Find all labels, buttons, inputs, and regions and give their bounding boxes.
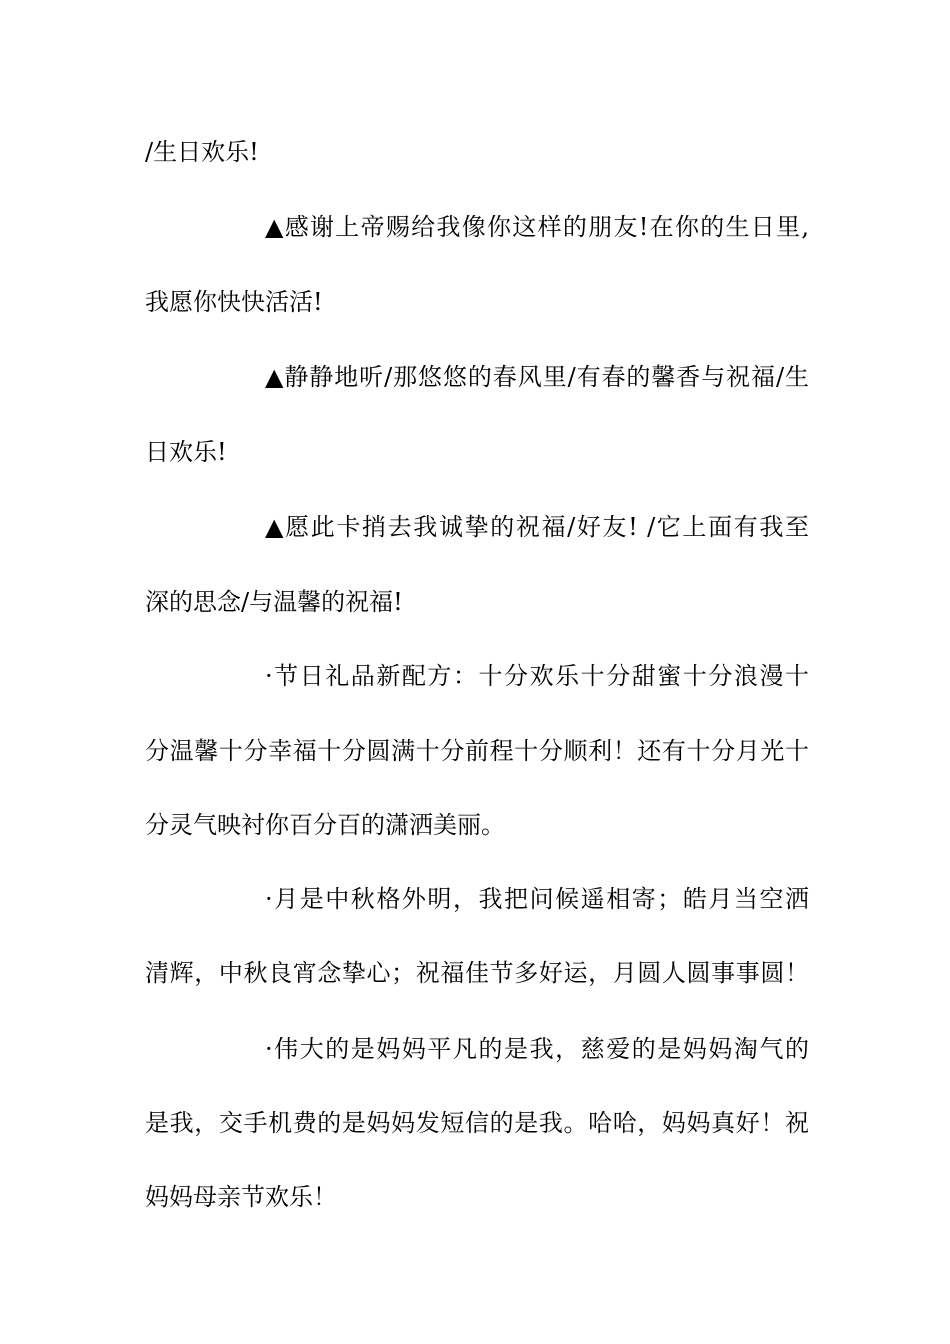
- text-line: 妈妈母亲节欢乐！: [145, 1183, 337, 1211]
- text-line: ▲感谢上帝赐给我像你这样的朋友!在你的生日里,: [265, 213, 809, 241]
- text-line: 是我，交手机费的是妈妈发短信的是我。哈哈，妈妈真好！祝: [145, 1109, 809, 1137]
- text-line: 清辉，中秋良宵念挚心；祝福佳节多好运，月圆人圆事事圆！: [145, 959, 809, 987]
- text-line: 我愿你快快活活!: [145, 288, 323, 316]
- text-line: ▲愿此卡捎去我诚挚的祝福/好友! /它上面有我至: [265, 513, 809, 541]
- text-line: /生日欢乐!: [145, 138, 259, 166]
- text-line: ▲静静地听/那悠悠的春风里/有春的馨香与祝福/生: [265, 363, 809, 391]
- text-line: ·伟大的是妈妈平凡的是我，慈爱的是妈妈淘气的: [265, 1035, 809, 1063]
- text-line: 深的思念/与温馨的祝福!: [145, 588, 403, 616]
- text-line: ·节日礼品新配方：十分欢乐十分甜蜜十分浪漫十: [265, 662, 809, 690]
- text-line: 日欢乐!: [145, 438, 227, 466]
- text-line: ·月是中秋格外明，我把问候遥相寄；皓月当空洒: [265, 885, 809, 913]
- text-line: 分温馨十分幸福十分圆满十分前程十分顺利！还有十分月光十: [145, 737, 809, 765]
- text-line: 分灵气映衬你百分百的潇洒美丽。: [145, 811, 505, 839]
